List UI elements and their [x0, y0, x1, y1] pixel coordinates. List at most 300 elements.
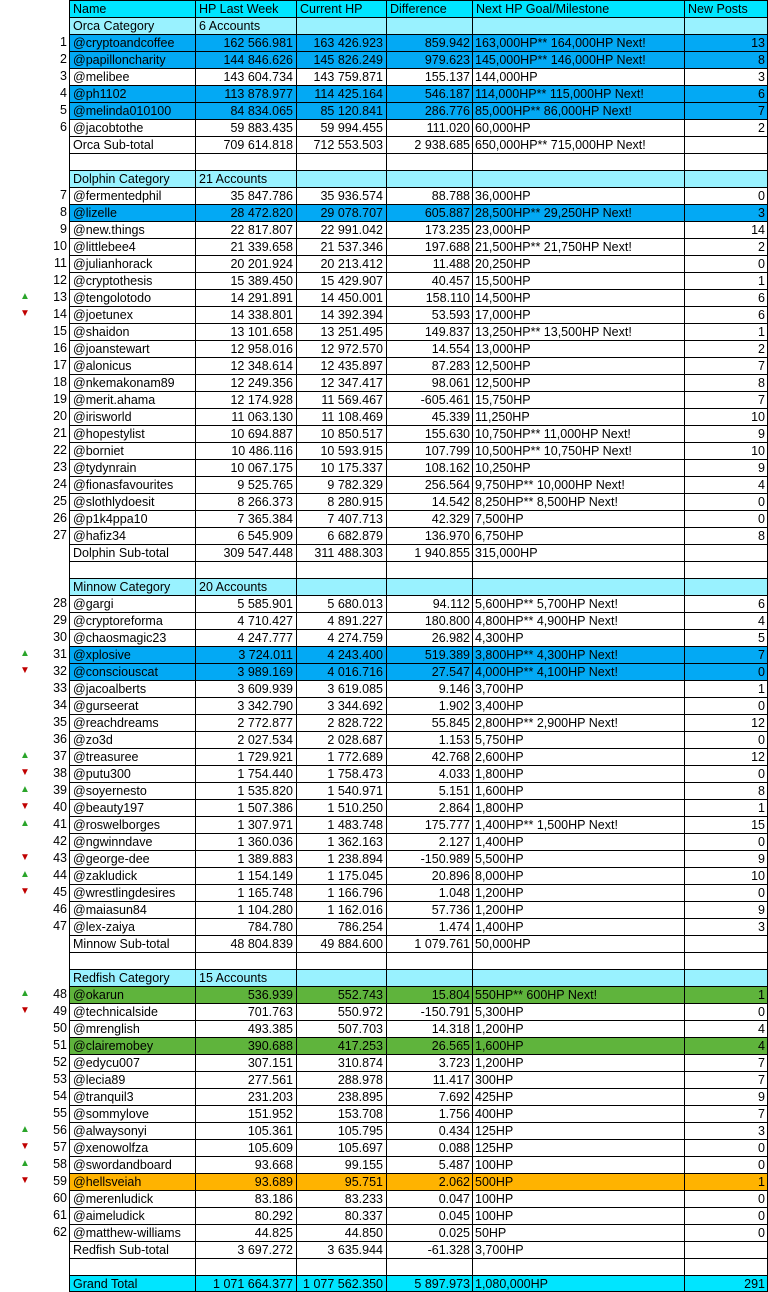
hp-last-week[interactable]: 10 067.175: [195, 459, 296, 476]
account-name[interactable]: @treasuree: [69, 748, 195, 765]
current-hp[interactable]: 1 238.894: [296, 850, 386, 867]
new-posts[interactable]: 0: [684, 1156, 768, 1173]
next-goal[interactable]: 100HP: [472, 1207, 684, 1224]
account-name[interactable]: @p1k4ppa10: [69, 510, 195, 527]
hp-last-week[interactable]: 93.668: [195, 1156, 296, 1173]
subtotal-posts[interactable]: [684, 1241, 768, 1258]
account-name[interactable]: @matthew-williams: [69, 1224, 195, 1241]
account-name[interactable]: @lex-zaiya: [69, 918, 195, 935]
next-goal[interactable]: 4,800HP** 4,900HP Next!: [472, 612, 684, 629]
next-goal[interactable]: 28,500HP** 29,250HP Next!: [472, 204, 684, 221]
hp-last-week[interactable]: 9 525.765: [195, 476, 296, 493]
difference[interactable]: 111.020: [386, 119, 472, 136]
current-hp[interactable]: 288.978: [296, 1071, 386, 1088]
empty-cell[interactable]: [386, 153, 472, 170]
current-hp[interactable]: 22 991.042: [296, 221, 386, 238]
next-goal[interactable]: 10,750HP** 11,000HP Next!: [472, 425, 684, 442]
account-name[interactable]: @melinda010100: [69, 102, 195, 119]
account-name[interactable]: @merit.ahama: [69, 391, 195, 408]
current-hp[interactable]: 11 569.467: [296, 391, 386, 408]
current-hp[interactable]: 417.253: [296, 1037, 386, 1054]
current-hp[interactable]: 13 251.495: [296, 323, 386, 340]
empty-cell[interactable]: [386, 561, 472, 578]
hp-last-week[interactable]: 7 365.384: [195, 510, 296, 527]
account-name[interactable]: @julianhorack: [69, 255, 195, 272]
next-goal[interactable]: 17,000HP: [472, 306, 684, 323]
hp-last-week[interactable]: 11 063.130: [195, 408, 296, 425]
hp-last-week[interactable]: 1 729.921: [195, 748, 296, 765]
account-name[interactable]: @edycu007: [69, 1054, 195, 1071]
next-goal[interactable]: 21,500HP** 21,750HP Next!: [472, 238, 684, 255]
hp-last-week[interactable]: 6 545.909: [195, 527, 296, 544]
new-posts[interactable]: 0: [684, 697, 768, 714]
hp-last-week[interactable]: 1 507.386: [195, 799, 296, 816]
current-hp[interactable]: 44.850: [296, 1224, 386, 1241]
next-goal[interactable]: 1,600HP: [472, 1037, 684, 1054]
header-current-hp[interactable]: Current HP: [296, 0, 386, 17]
account-name[interactable]: @sommylove: [69, 1105, 195, 1122]
difference[interactable]: 180.800: [386, 612, 472, 629]
account-name[interactable]: @joanstewart: [69, 340, 195, 357]
current-hp[interactable]: 21 537.346: [296, 238, 386, 255]
difference[interactable]: 0.045: [386, 1207, 472, 1224]
hp-last-week[interactable]: 8 266.373: [195, 493, 296, 510]
difference[interactable]: 15.804: [386, 986, 472, 1003]
difference[interactable]: 4.033: [386, 765, 472, 782]
next-goal[interactable]: 114,000HP** 115,000HP Next!: [472, 85, 684, 102]
account-name[interactable]: @cryptoreforma: [69, 612, 195, 629]
hp-last-week[interactable]: 12 958.016: [195, 340, 296, 357]
current-hp[interactable]: 12 435.897: [296, 357, 386, 374]
current-hp[interactable]: 29 078.707: [296, 204, 386, 221]
next-goal[interactable]: 12,500HP: [472, 357, 684, 374]
current-hp[interactable]: 310.874: [296, 1054, 386, 1071]
next-goal[interactable]: 2,800HP** 2,900HP Next!: [472, 714, 684, 731]
hp-last-week[interactable]: 13 101.658: [195, 323, 296, 340]
account-name[interactable]: @xplosive: [69, 646, 195, 663]
current-hp[interactable]: 1 772.689: [296, 748, 386, 765]
current-hp[interactable]: 145 826.249: [296, 51, 386, 68]
hp-last-week[interactable]: 14 338.801: [195, 306, 296, 323]
difference[interactable]: 0.434: [386, 1122, 472, 1139]
next-goal[interactable]: 125HP: [472, 1139, 684, 1156]
difference[interactable]: 5.151: [386, 782, 472, 799]
current-hp[interactable]: 95.751: [296, 1173, 386, 1190]
header-difference[interactable]: Difference: [386, 0, 472, 17]
difference[interactable]: 155.137: [386, 68, 472, 85]
subtotal-label[interactable]: Redfish Sub-total: [69, 1241, 195, 1258]
difference[interactable]: 53.593: [386, 306, 472, 323]
current-hp[interactable]: 9 782.329: [296, 476, 386, 493]
current-hp[interactable]: 238.895: [296, 1088, 386, 1105]
difference[interactable]: 42.768: [386, 748, 472, 765]
hp-last-week[interactable]: 3 989.169: [195, 663, 296, 680]
empty-cell[interactable]: [296, 153, 386, 170]
hp-last-week[interactable]: 143 604.734: [195, 68, 296, 85]
account-name[interactable]: @fionasfavourites: [69, 476, 195, 493]
current-hp[interactable]: 11 108.469: [296, 408, 386, 425]
difference[interactable]: 136.970: [386, 527, 472, 544]
new-posts[interactable]: 10: [684, 408, 768, 425]
current-hp[interactable]: 114 425.164: [296, 85, 386, 102]
account-name[interactable]: @cryptoandcoffee: [69, 34, 195, 51]
empty-cell[interactable]: [195, 1258, 296, 1275]
hp-last-week[interactable]: 307.151: [195, 1054, 296, 1071]
current-hp[interactable]: 1 166.796: [296, 884, 386, 901]
difference[interactable]: 519.389: [386, 646, 472, 663]
next-goal[interactable]: 4,300HP: [472, 629, 684, 646]
account-name[interactable]: @wrestlingdesires: [69, 884, 195, 901]
next-goal[interactable]: 6,750HP: [472, 527, 684, 544]
account-name[interactable]: @cryptothesis: [69, 272, 195, 289]
difference[interactable]: 14.318: [386, 1020, 472, 1037]
category-blank[interactable]: [472, 17, 684, 34]
difference[interactable]: 87.283: [386, 357, 472, 374]
next-goal[interactable]: 36,000HP: [472, 187, 684, 204]
hp-last-week[interactable]: 20 201.924: [195, 255, 296, 272]
new-posts[interactable]: 0: [684, 1003, 768, 1020]
hp-last-week[interactable]: 80.292: [195, 1207, 296, 1224]
current-hp[interactable]: 99.155: [296, 1156, 386, 1173]
hp-last-week[interactable]: 15 389.450: [195, 272, 296, 289]
difference[interactable]: 57.736: [386, 901, 472, 918]
account-name[interactable]: @tengolotodo: [69, 289, 195, 306]
difference[interactable]: 7.692: [386, 1088, 472, 1105]
hp-last-week[interactable]: 1 104.280: [195, 901, 296, 918]
current-hp[interactable]: 507.703: [296, 1020, 386, 1037]
account-name[interactable]: @littlebee4: [69, 238, 195, 255]
next-goal[interactable]: 100HP: [472, 1190, 684, 1207]
new-posts[interactable]: 0: [684, 493, 768, 510]
next-goal[interactable]: 1,800HP: [472, 799, 684, 816]
new-posts[interactable]: 0: [684, 765, 768, 782]
new-posts[interactable]: 7: [684, 357, 768, 374]
new-posts[interactable]: 3: [684, 68, 768, 85]
next-goal[interactable]: 7,500HP: [472, 510, 684, 527]
new-posts[interactable]: 0: [684, 1139, 768, 1156]
current-hp[interactable]: 35 936.574: [296, 187, 386, 204]
difference[interactable]: 107.799: [386, 442, 472, 459]
next-goal[interactable]: 1,200HP: [472, 1020, 684, 1037]
category-blank[interactable]: [472, 969, 684, 986]
next-goal[interactable]: 3,800HP** 4,300HP Next!: [472, 646, 684, 663]
subtotal-hp-last-week[interactable]: 709 614.818: [195, 136, 296, 153]
account-name[interactable]: @joetunex: [69, 306, 195, 323]
hp-last-week[interactable]: 1 360.036: [195, 833, 296, 850]
subtotal-goal[interactable]: 3,700HP: [472, 1241, 684, 1258]
difference[interactable]: 175.777: [386, 816, 472, 833]
current-hp[interactable]: 10 175.337: [296, 459, 386, 476]
new-posts[interactable]: 1: [684, 680, 768, 697]
next-goal[interactable]: 10,250HP: [472, 459, 684, 476]
account-name[interactable]: @technicalside: [69, 1003, 195, 1020]
new-posts[interactable]: 7: [684, 102, 768, 119]
hp-last-week[interactable]: 105.609: [195, 1139, 296, 1156]
difference[interactable]: 94.112: [386, 595, 472, 612]
current-hp[interactable]: 8 280.915: [296, 493, 386, 510]
hp-last-week[interactable]: 44.825: [195, 1224, 296, 1241]
grand-total-difference[interactable]: 5 897.973: [386, 1275, 472, 1292]
hp-last-week[interactable]: 2 027.534: [195, 731, 296, 748]
category-blank[interactable]: [386, 17, 472, 34]
current-hp[interactable]: 12 347.417: [296, 374, 386, 391]
current-hp[interactable]: 552.743: [296, 986, 386, 1003]
account-name[interactable]: @tydynrain: [69, 459, 195, 476]
current-hp[interactable]: 2 028.687: [296, 731, 386, 748]
current-hp[interactable]: 105.697: [296, 1139, 386, 1156]
difference[interactable]: 42.329: [386, 510, 472, 527]
difference[interactable]: 158.110: [386, 289, 472, 306]
account-name[interactable]: @xenowolfza: [69, 1139, 195, 1156]
next-goal[interactable]: 1,200HP: [472, 1054, 684, 1071]
difference[interactable]: 3.723: [386, 1054, 472, 1071]
new-posts[interactable]: 1: [684, 986, 768, 1003]
hp-last-week[interactable]: 105.361: [195, 1122, 296, 1139]
category-name[interactable]: Orca Category: [69, 17, 195, 34]
next-goal[interactable]: 425HP: [472, 1088, 684, 1105]
hp-last-week[interactable]: 3 342.790: [195, 697, 296, 714]
current-hp[interactable]: 83.233: [296, 1190, 386, 1207]
new-posts[interactable]: 10: [684, 867, 768, 884]
account-name[interactable]: @papilloncharity: [69, 51, 195, 68]
new-posts[interactable]: 7: [684, 1071, 768, 1088]
current-hp[interactable]: 20 213.412: [296, 255, 386, 272]
account-name[interactable]: @aimeludick: [69, 1207, 195, 1224]
current-hp[interactable]: 4 016.716: [296, 663, 386, 680]
difference[interactable]: 2.127: [386, 833, 472, 850]
next-goal[interactable]: 14,500HP: [472, 289, 684, 306]
new-posts[interactable]: 0: [684, 1224, 768, 1241]
new-posts[interactable]: 8: [684, 527, 768, 544]
account-name[interactable]: @alonicus: [69, 357, 195, 374]
next-goal[interactable]: 144,000HP: [472, 68, 684, 85]
account-name[interactable]: @borniet: [69, 442, 195, 459]
empty-cell[interactable]: [69, 952, 195, 969]
difference[interactable]: -150.989: [386, 850, 472, 867]
difference[interactable]: 0.088: [386, 1139, 472, 1156]
hp-last-week[interactable]: 12 174.928: [195, 391, 296, 408]
subtotal-hp-last-week[interactable]: 309 547.448: [195, 544, 296, 561]
new-posts[interactable]: 10: [684, 442, 768, 459]
current-hp[interactable]: 4 243.400: [296, 646, 386, 663]
new-posts[interactable]: 4: [684, 1020, 768, 1037]
subtotal-current-hp[interactable]: 712 553.503: [296, 136, 386, 153]
account-name[interactable]: @irisworld: [69, 408, 195, 425]
hp-last-week[interactable]: 1 754.440: [195, 765, 296, 782]
grand-total-posts[interactable]: 291: [684, 1275, 768, 1292]
difference[interactable]: 546.187: [386, 85, 472, 102]
next-goal[interactable]: 1,200HP: [472, 901, 684, 918]
next-goal[interactable]: 12,500HP: [472, 374, 684, 391]
current-hp[interactable]: 5 680.013: [296, 595, 386, 612]
current-hp[interactable]: 15 429.907: [296, 272, 386, 289]
subtotal-difference[interactable]: 2 938.685: [386, 136, 472, 153]
current-hp[interactable]: 12 972.570: [296, 340, 386, 357]
current-hp[interactable]: 3 344.692: [296, 697, 386, 714]
next-goal[interactable]: 1,600HP: [472, 782, 684, 799]
hp-last-week[interactable]: 59 883.435: [195, 119, 296, 136]
new-posts[interactable]: 0: [684, 663, 768, 680]
hp-last-week[interactable]: 4 710.427: [195, 612, 296, 629]
header-next-goal[interactable]: Next HP Goal/Milestone: [472, 0, 684, 17]
category-blank[interactable]: [296, 578, 386, 595]
account-name[interactable]: @chaosmagic23: [69, 629, 195, 646]
account-name[interactable]: @alwaysonyi: [69, 1122, 195, 1139]
next-goal[interactable]: 5,300HP: [472, 1003, 684, 1020]
empty-cell[interactable]: [472, 153, 684, 170]
difference[interactable]: 14.542: [386, 493, 472, 510]
next-goal[interactable]: 1,400HP: [472, 833, 684, 850]
current-hp[interactable]: 1 162.016: [296, 901, 386, 918]
hp-last-week[interactable]: 28 472.820: [195, 204, 296, 221]
hp-last-week[interactable]: 536.939: [195, 986, 296, 1003]
next-goal[interactable]: 60,000HP: [472, 119, 684, 136]
hp-last-week[interactable]: 10 694.887: [195, 425, 296, 442]
category-blank[interactable]: [386, 170, 472, 187]
hp-last-week[interactable]: 2 772.877: [195, 714, 296, 731]
new-posts[interactable]: 0: [684, 510, 768, 527]
account-name[interactable]: @jacoalberts: [69, 680, 195, 697]
difference[interactable]: 149.837: [386, 323, 472, 340]
new-posts[interactable]: 15: [684, 816, 768, 833]
empty-cell[interactable]: [296, 1258, 386, 1275]
account-name[interactable]: @clairemobey: [69, 1037, 195, 1054]
hp-last-week[interactable]: 701.763: [195, 1003, 296, 1020]
new-posts[interactable]: 4: [684, 476, 768, 493]
current-hp[interactable]: 1 758.473: [296, 765, 386, 782]
new-posts[interactable]: 0: [684, 1190, 768, 1207]
account-name[interactable]: @nkemakonam89: [69, 374, 195, 391]
hp-last-week[interactable]: 1 154.149: [195, 867, 296, 884]
hp-last-week[interactable]: 12 348.614: [195, 357, 296, 374]
new-posts[interactable]: 0: [684, 255, 768, 272]
subtotal-label[interactable]: Orca Sub-total: [69, 136, 195, 153]
account-name[interactable]: @zakludick: [69, 867, 195, 884]
new-posts[interactable]: 12: [684, 714, 768, 731]
next-goal[interactable]: 300HP: [472, 1071, 684, 1088]
next-goal[interactable]: 400HP: [472, 1105, 684, 1122]
empty-cell[interactable]: [296, 561, 386, 578]
empty-cell[interactable]: [195, 561, 296, 578]
current-hp[interactable]: 10 593.915: [296, 442, 386, 459]
subtotal-difference[interactable]: 1 079.761: [386, 935, 472, 952]
new-posts[interactable]: 9: [684, 425, 768, 442]
account-name[interactable]: @zo3d: [69, 731, 195, 748]
subtotal-current-hp[interactable]: 49 884.600: [296, 935, 386, 952]
category-blank[interactable]: [684, 170, 768, 187]
grand-total-label[interactable]: Grand Total: [69, 1275, 195, 1292]
hp-last-week[interactable]: 162 566.981: [195, 34, 296, 51]
difference[interactable]: 1.902: [386, 697, 472, 714]
account-name[interactable]: @okarun: [69, 986, 195, 1003]
difference[interactable]: 26.982: [386, 629, 472, 646]
account-name[interactable]: @maiasun84: [69, 901, 195, 918]
new-posts[interactable]: 2: [684, 340, 768, 357]
next-goal[interactable]: 145,000HP** 146,000HP Next!: [472, 51, 684, 68]
next-goal[interactable]: 163,000HP** 164,000HP Next!: [472, 34, 684, 51]
category-count[interactable]: 6 Accounts: [195, 17, 296, 34]
new-posts[interactable]: 6: [684, 289, 768, 306]
difference[interactable]: 0.047: [386, 1190, 472, 1207]
new-posts[interactable]: 1: [684, 323, 768, 340]
account-name[interactable]: @lecia89: [69, 1071, 195, 1088]
new-posts[interactable]: 4: [684, 1037, 768, 1054]
next-goal[interactable]: 1,400HP** 1,500HP Next!: [472, 816, 684, 833]
category-blank[interactable]: [472, 170, 684, 187]
difference[interactable]: 155.630: [386, 425, 472, 442]
next-goal[interactable]: 4,000HP** 4,100HP Next!: [472, 663, 684, 680]
category-blank[interactable]: [386, 969, 472, 986]
category-blank[interactable]: [296, 17, 386, 34]
next-goal[interactable]: 15,750HP: [472, 391, 684, 408]
empty-cell[interactable]: [472, 561, 684, 578]
hp-last-week[interactable]: 1 535.820: [195, 782, 296, 799]
account-name[interactable]: @consciouscat: [69, 663, 195, 680]
new-posts[interactable]: 0: [684, 1207, 768, 1224]
account-name[interactable]: @lizelle: [69, 204, 195, 221]
empty-cell[interactable]: [69, 1258, 195, 1275]
current-hp[interactable]: 4 891.227: [296, 612, 386, 629]
new-posts[interactable]: 0: [684, 187, 768, 204]
hp-last-week[interactable]: 1 389.883: [195, 850, 296, 867]
next-goal[interactable]: 85,000HP** 86,000HP Next!: [472, 102, 684, 119]
new-posts[interactable]: 9: [684, 850, 768, 867]
hp-last-week[interactable]: 493.385: [195, 1020, 296, 1037]
new-posts[interactable]: 1: [684, 272, 768, 289]
new-posts[interactable]: 6: [684, 595, 768, 612]
account-name[interactable]: @merenludick: [69, 1190, 195, 1207]
account-name[interactable]: @melibee: [69, 68, 195, 85]
difference[interactable]: 2.062: [386, 1173, 472, 1190]
hp-last-week[interactable]: 231.203: [195, 1088, 296, 1105]
account-name[interactable]: @putu300: [69, 765, 195, 782]
current-hp[interactable]: 550.972: [296, 1003, 386, 1020]
hp-last-week[interactable]: 83.186: [195, 1190, 296, 1207]
next-goal[interactable]: 1,200HP: [472, 884, 684, 901]
account-name[interactable]: @hopestylist: [69, 425, 195, 442]
hp-last-week[interactable]: 784.780: [195, 918, 296, 935]
new-posts[interactable]: 8: [684, 782, 768, 799]
new-posts[interactable]: 7: [684, 646, 768, 663]
hp-last-week[interactable]: 22 817.807: [195, 221, 296, 238]
difference[interactable]: 1.153: [386, 731, 472, 748]
category-count[interactable]: 20 Accounts: [195, 578, 296, 595]
new-posts[interactable]: 9: [684, 1088, 768, 1105]
new-posts[interactable]: 9: [684, 901, 768, 918]
difference[interactable]: 55.845: [386, 714, 472, 731]
new-posts[interactable]: 6: [684, 85, 768, 102]
difference[interactable]: 0.025: [386, 1224, 472, 1241]
new-posts[interactable]: 14: [684, 221, 768, 238]
difference[interactable]: 1.756: [386, 1105, 472, 1122]
new-posts[interactable]: 2: [684, 119, 768, 136]
empty-cell[interactable]: [684, 952, 768, 969]
current-hp[interactable]: 80.337: [296, 1207, 386, 1224]
category-blank[interactable]: [296, 969, 386, 986]
subtotal-hp-last-week[interactable]: 48 804.839: [195, 935, 296, 952]
header-hp-last-week[interactable]: HP Last Week: [195, 0, 296, 17]
new-posts[interactable]: 12: [684, 748, 768, 765]
current-hp[interactable]: 4 274.759: [296, 629, 386, 646]
new-posts[interactable]: 1: [684, 799, 768, 816]
account-name[interactable]: @fermentedphil: [69, 187, 195, 204]
current-hp[interactable]: 2 828.722: [296, 714, 386, 731]
difference[interactable]: 979.623: [386, 51, 472, 68]
difference[interactable]: 45.339: [386, 408, 472, 425]
account-name[interactable]: @gurseerat: [69, 697, 195, 714]
hp-last-week[interactable]: 21 339.658: [195, 238, 296, 255]
account-name[interactable]: @swordandboard: [69, 1156, 195, 1173]
